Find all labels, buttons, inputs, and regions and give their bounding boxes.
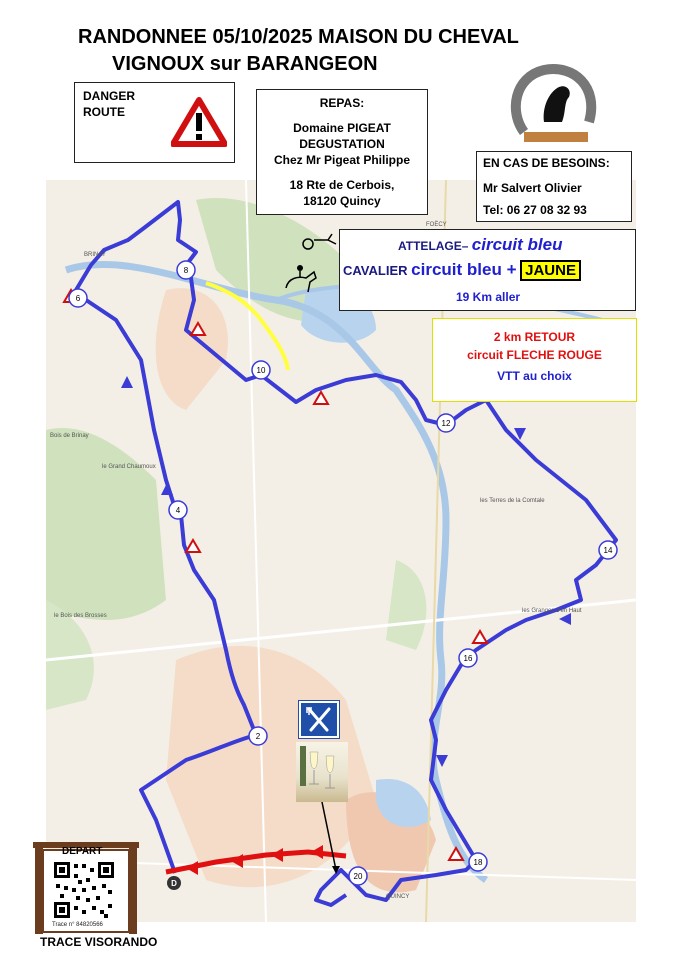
retour-info <box>432 318 637 402</box>
attelage-circuit: circuit bleu <box>471 235 563 254</box>
horse-icon <box>544 86 570 122</box>
contact-title: EN CAS DE BESOINS: <box>483 156 610 170</box>
waypoint-2 <box>249 727 267 745</box>
maison-du-cheval-logo <box>504 62 604 148</box>
cavalier-label: CAVALIER <box>343 263 408 278</box>
danger-notice <box>74 82 235 163</box>
waypoint-6 <box>69 289 87 307</box>
fork-knife-icon <box>299 701 339 738</box>
svg-text:8: 8 <box>183 266 189 275</box>
distance-aller: 19 Km aller <box>456 290 521 304</box>
place-label: BRINAY <box>84 252 106 258</box>
jaune-badge: JAUNE <box>520 260 581 281</box>
waypoint-16 <box>459 649 477 667</box>
danger-line1: DANGER <box>83 89 136 103</box>
place-label: Bois de Brinay <box>50 433 89 439</box>
svg-text:12: 12 <box>441 419 451 428</box>
repas-title: REPAS: <box>319 96 365 110</box>
svg-text:16: 16 <box>463 654 473 663</box>
place-label: les Granges d'en Haut <box>522 608 582 614</box>
danger-text <box>83 88 135 120</box>
waypoint-20 <box>349 867 367 885</box>
place-label: FOËCY <box>426 222 447 228</box>
waypoint-4 <box>169 501 187 519</box>
vtt-prefix: VTT au <box>497 369 541 383</box>
qr-caption: Trace n° 84820566 <box>52 922 103 928</box>
svg-text:18: 18 <box>473 858 483 867</box>
place-label: le Bois des Brosses <box>54 613 107 619</box>
svg-text:4: 4 <box>175 506 181 515</box>
page-title: RANDONNEE 05/10/2025 MAISON DU CHEVAL <box>78 26 519 48</box>
contact-info <box>476 151 632 222</box>
horse-rider-icon <box>280 258 320 298</box>
retour-circuit: circuit FLECHE ROUGE <box>467 348 602 362</box>
waypoint-14 <box>599 541 617 559</box>
contact-phone: Tel: 06 27 08 32 93 <box>483 203 587 217</box>
repas-address-city: 18120 Quincy <box>303 194 381 208</box>
cavalier-circuit: circuit bleu + <box>411 260 517 279</box>
warning-triangle-icon <box>171 97 227 147</box>
page-subtitle: VIGNOUX sur BARANGEON <box>112 53 378 75</box>
svg-text:D: D <box>171 879 177 888</box>
repas-host: Chez Mr Pigeat Philippe <box>273 153 411 167</box>
svg-text:2: 2 <box>255 732 261 741</box>
waypoint-10 <box>252 361 270 379</box>
place-label: les Terres de la Comtale <box>480 498 545 504</box>
qr-code[interactable] <box>52 860 116 920</box>
depart-marker <box>167 876 181 890</box>
attelage-label: ATTELAGE– <box>398 239 469 253</box>
repas-address-street: 18 Rte de Cerbois, <box>289 178 395 192</box>
carriage-icon <box>298 230 338 250</box>
svg-text:14: 14 <box>603 546 613 555</box>
waypoint-12 <box>437 414 455 432</box>
waypoint-18 <box>469 853 487 871</box>
cavalier-line <box>343 260 581 280</box>
retour-distance: 2 km RETOUR <box>493 330 576 344</box>
svg-text:6: 6 <box>75 294 81 303</box>
attelage-line <box>398 235 562 255</box>
place-label: QUINCY <box>386 894 410 900</box>
danger-line2: ROUTE <box>83 105 125 119</box>
depart-label: DEPART <box>62 846 103 857</box>
repas-domaine: Domaine PIGEAT <box>293 121 391 135</box>
waypoint-8 <box>177 261 195 279</box>
contact-name: Mr Salvert Olivier <box>483 181 582 195</box>
repas-degustation: DEGUSTATION <box>299 137 385 151</box>
wine-glasses-photo <box>296 742 348 802</box>
svg-text:20: 20 <box>353 872 363 881</box>
repas-info <box>256 89 428 215</box>
svg-text:10: 10 <box>256 366 266 375</box>
place-label: le Grand Chaumoux <box>102 464 156 470</box>
vtt-line <box>433 369 636 383</box>
trace-visorando: TRACE VISORANDO <box>40 935 158 949</box>
vtt-suffix: choix <box>540 369 572 383</box>
circuit-legend <box>339 229 636 311</box>
